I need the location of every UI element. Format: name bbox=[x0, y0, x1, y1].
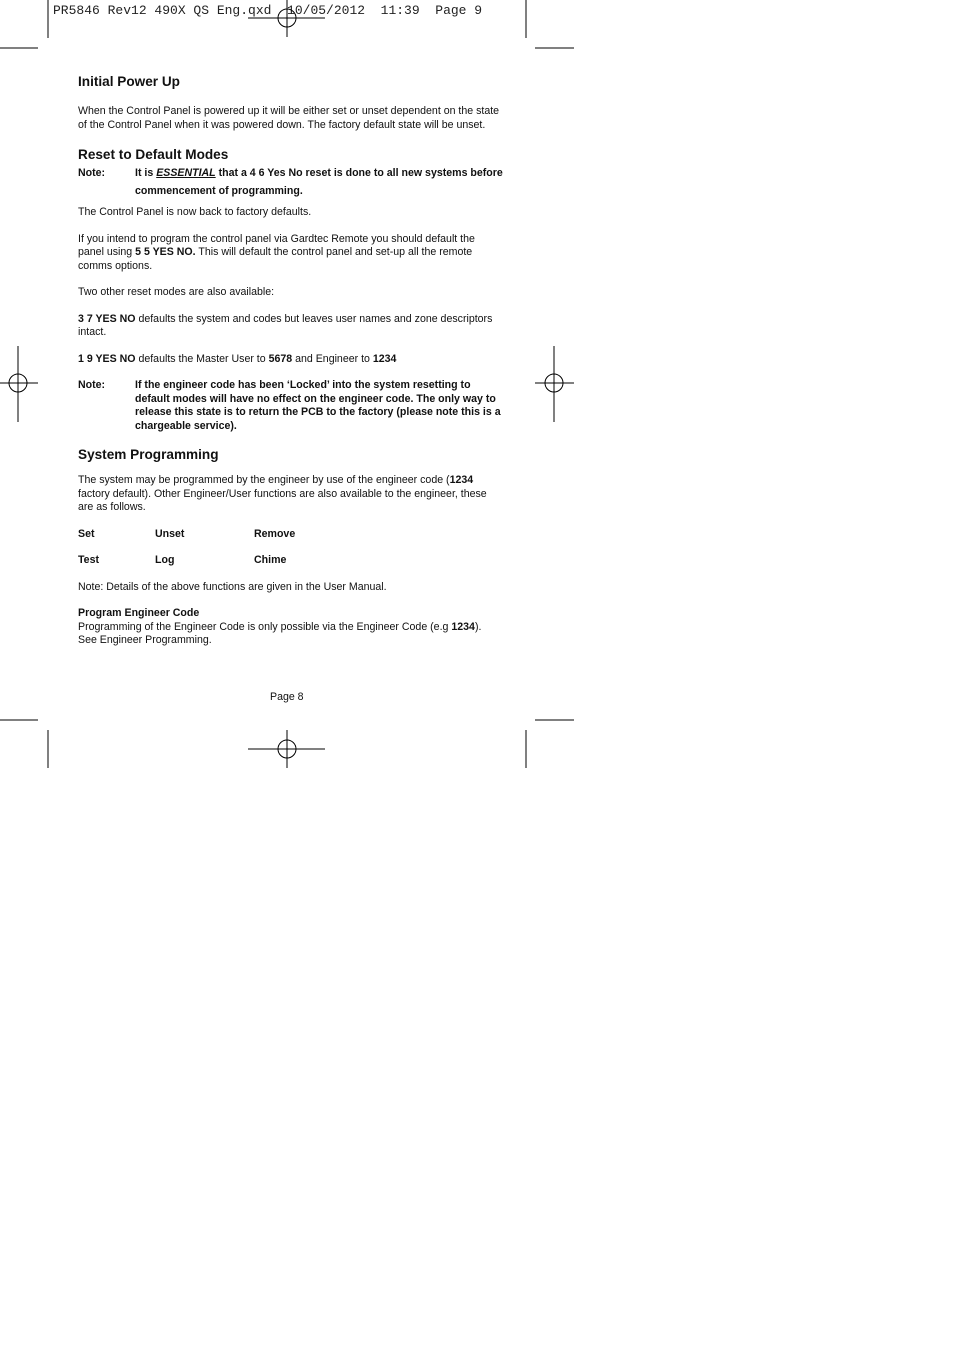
function-remove: Remove bbox=[254, 527, 296, 540]
initial-power-up-text: When the Control Panel is powered up it will be either set or unset dependent on the state of the Control Panel when it was powered down. The factory default state will be unset. bbox=[78, 105, 500, 131]
section-heading-initial-power-up: Initial Power Up bbox=[78, 74, 180, 89]
essential-emphasis: ESSENTIAL bbox=[156, 167, 216, 179]
reset-mode-19: 1 9 YES NO defaults the Master User to 5678 and Engineer to 1234 bbox=[78, 352, 397, 365]
function-set: Set bbox=[78, 527, 95, 540]
page-number: Page 8 bbox=[270, 691, 304, 703]
other-reset-modes-text: Two other reset modes are also available: bbox=[78, 286, 275, 298]
program-engineer-code-heading: Program Engineer Code bbox=[78, 607, 200, 619]
note-label: Note: bbox=[78, 167, 106, 179]
reset-mode-37: 3 7 YES NO defaults the system and codes but leaves user names and zone descriptors intact. bbox=[78, 312, 493, 338]
function-chime: Chime bbox=[254, 554, 287, 566]
functions-row bbox=[78, 528, 503, 542]
locked-engineer-note bbox=[78, 379, 503, 433]
function-unset: Unset bbox=[155, 527, 185, 540]
note-body: It is ESSENTIAL that a 4 6 Yes No reset is done to all new systems before commencement of programming. bbox=[135, 167, 503, 197]
section-heading-system-programming: System Programming bbox=[78, 447, 219, 462]
gardtec-remote-text: If you intend to program the control panel via Gardtec Remote you should default the panel using 5 5 YES NO. This will default the control panel and set-up all the remote comms options. bbox=[78, 232, 475, 272]
function-test: Test bbox=[78, 554, 99, 566]
page-content bbox=[78, 73, 503, 648]
function-log: Log bbox=[155, 554, 175, 566]
system-programming-intro: The system may be programmed by the engineer by use of the engineer code (1234 factory default). Other Engineer/User functions are also available to the engineer, these are as follows. bbox=[78, 474, 487, 513]
functions-row bbox=[78, 554, 503, 568]
note-label: Note: bbox=[78, 379, 106, 391]
note-body: If the engineer code has been ‘Locked’ into the system resetting to default modes will have no effect on the engineer code. The only way to release this state is to return the PCB to the factory (please note this is a chargeable service). bbox=[135, 379, 501, 432]
file-slug: PR5846 Rev12 490X QS Eng.qxd 10/05/2012 11:39 Page 9 bbox=[53, 3, 483, 18]
user-manual-note: Note: Details of the above functions are given in the User Manual. bbox=[78, 580, 387, 593]
program-engineer-code-text: Programming of the Engineer Code is only possible via the Engineer Code (e.g 1234). See Engineer Programming. bbox=[78, 620, 482, 646]
section-heading-reset: Reset to Default Modes bbox=[78, 147, 229, 162]
essential-note bbox=[78, 164, 503, 200]
factory-defaults-text: The Control Panel is now back to factory defaults. bbox=[78, 206, 312, 218]
